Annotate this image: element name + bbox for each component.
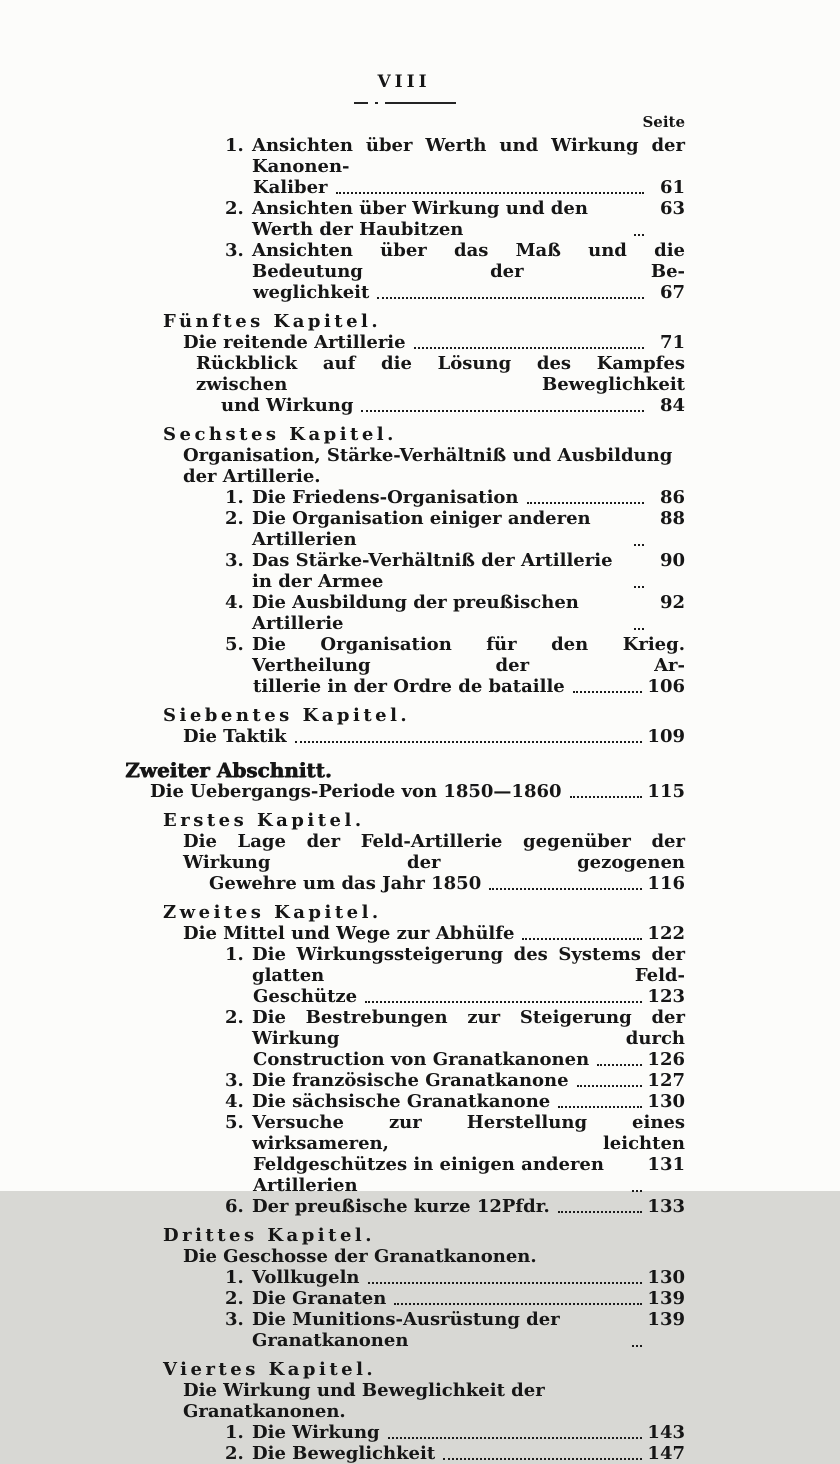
toc-row xyxy=(123,1267,685,1288)
toc-entry-text: Die Taktik xyxy=(183,726,287,747)
toc-page-number: 84 xyxy=(659,395,685,416)
toc-entry-text: Die Beweglichkeit xyxy=(252,1443,436,1464)
toc-entry-text: Der preußische kurze 12Pfdr. xyxy=(252,1196,550,1217)
toc-row xyxy=(123,676,685,697)
chapter-heading-row xyxy=(123,705,685,726)
toc-page-number: 122 xyxy=(647,923,685,944)
toc-row xyxy=(123,487,685,508)
dotted-leader xyxy=(558,1211,643,1213)
toc-page-number: 63 xyxy=(659,198,685,219)
dotted-leader xyxy=(558,1106,642,1108)
toc-item-number: 1. xyxy=(225,135,244,156)
toc-page-number: 109 xyxy=(647,726,685,747)
toc-entry-text: Die Organisation für den Krieg. Vertheilung der Ar- xyxy=(252,634,692,676)
dotted-leader xyxy=(443,1458,642,1460)
toc-item-number: 2. xyxy=(225,1288,244,1309)
toc-page-number: 123 xyxy=(647,986,685,1007)
toc-row xyxy=(123,1196,685,1217)
toc-row xyxy=(123,873,685,894)
toc-page-number: 106 xyxy=(647,676,685,697)
dotted-leader xyxy=(336,192,644,194)
toc-row xyxy=(123,177,685,198)
toc-entry-text: Die Bestrebungen zur Steigerung der Wirkung durch xyxy=(252,1007,692,1049)
page-column-header: Seite xyxy=(642,113,685,131)
toc-row xyxy=(123,508,685,550)
toc-row xyxy=(123,1246,685,1267)
toc-page-number: 131 xyxy=(647,1154,685,1175)
toc-item-number: 2. xyxy=(225,1443,244,1464)
toc-entry-text: Die Wirkung xyxy=(252,1422,380,1443)
toc-page-number: 127 xyxy=(647,1070,685,1091)
toc-item-number: 6. xyxy=(225,1196,244,1217)
toc-row xyxy=(123,1309,685,1351)
toc-item-number: 3. xyxy=(225,1309,244,1330)
toc-page-number: 147 xyxy=(647,1443,685,1464)
dotted-leader xyxy=(527,502,644,504)
dotted-leader xyxy=(368,1282,643,1284)
toc-entry-text: Das Stärke-Verhältniß der Artillerie in der Armee xyxy=(252,550,619,592)
toc-entry-text: Die Friedens-Organisation xyxy=(252,487,519,508)
toc-row xyxy=(123,1422,685,1443)
toc-page-number: 133 xyxy=(647,1196,685,1217)
toc-page-number: 61 xyxy=(659,177,685,198)
toc-entry-text: Die Organisation einiger anderen Artillerien xyxy=(252,508,597,550)
toc-row xyxy=(123,634,692,676)
toc-entry-text: Die Uebergangs-Periode von 1850—1860 xyxy=(150,781,562,802)
folio-rule xyxy=(354,102,456,104)
dotted-leader xyxy=(634,628,644,630)
toc-entry-text: Erstes Kapitel. xyxy=(163,810,365,831)
toc-item-number: 3. xyxy=(225,1070,244,1091)
toc-row xyxy=(123,726,685,747)
dotted-leader xyxy=(632,1190,642,1192)
toc-item-number: 1. xyxy=(225,1267,244,1288)
toc-item-number: 2. xyxy=(225,198,244,219)
toc-row xyxy=(123,353,692,395)
toc-page-number: 67 xyxy=(659,282,685,303)
toc-entry-text: Die Lage der Feld-Artillerie gegenüber der Wirkung der gezogenen xyxy=(183,831,692,873)
toc-entry-text: Ansichten über Wirkung und den Werth der Haubitzen xyxy=(252,198,595,240)
dotted-leader xyxy=(295,741,643,743)
toc-entry-text: Ansichten über das Maß und die Bedeutung der Be- xyxy=(252,240,692,282)
dotted-leader xyxy=(522,938,642,940)
table-of-contents xyxy=(123,113,692,1464)
toc-row xyxy=(123,592,685,634)
toc-item-number: 4. xyxy=(225,1091,244,1112)
toc-row xyxy=(123,1443,685,1464)
toc-entry-text: Siebentes Kapitel. xyxy=(163,705,411,726)
toc-entry-text: Construction von Granatkanonen xyxy=(253,1049,590,1070)
toc-entry-text: Die Granaten xyxy=(252,1288,387,1309)
dotted-leader xyxy=(361,410,644,412)
toc-page-number: 130 xyxy=(647,1091,685,1112)
toc-page-number: 115 xyxy=(647,781,685,802)
dotted-leader xyxy=(573,691,643,693)
toc-item-number: 4. xyxy=(225,592,244,613)
toc-entry-text: Die Geschosse der Granatkanonen. xyxy=(183,1246,537,1267)
toc-page-number: 90 xyxy=(659,550,685,571)
section-heading-row xyxy=(123,760,685,781)
dotted-leader xyxy=(634,234,644,236)
toc-row xyxy=(123,240,692,282)
toc-row xyxy=(123,1154,685,1196)
toc-page-number: 139 xyxy=(647,1288,685,1309)
toc-row xyxy=(123,831,692,873)
toc-entry-text: Die sächsische Granatkanone xyxy=(252,1091,551,1112)
toc-entry-text: Die Wirkung und Beweglichkeit der Granatkanonen. xyxy=(183,1380,551,1422)
toc-entry-text: Feldgeschützes in einigen anderen Artillerien xyxy=(253,1154,611,1196)
dotted-leader xyxy=(634,586,644,588)
toc-row xyxy=(123,135,692,177)
toc-entry-text: und Wirkung xyxy=(221,395,354,416)
toc-entry-text: Organisation, Stärke-Verhältniß und Ausbildung der Artillerie. xyxy=(183,445,679,487)
toc-row xyxy=(123,395,685,416)
toc-row xyxy=(123,944,692,986)
toc-entry-text: Ansichten über Werth und Wirkung der Kanonen- xyxy=(252,135,692,177)
dotted-leader xyxy=(394,1303,642,1305)
toc-entry-text: Die Mittel und Wege zur Abhülfe xyxy=(183,923,515,944)
chapter-heading-row xyxy=(123,1359,685,1380)
toc-row xyxy=(123,1007,692,1049)
toc-row xyxy=(123,1091,685,1112)
toc-row xyxy=(123,1112,692,1154)
toc-item-number: 1. xyxy=(225,487,244,508)
toc-entry-text: Die reitende Artillerie xyxy=(183,332,406,353)
dotted-leader xyxy=(377,297,644,299)
chapter-heading-row xyxy=(123,311,685,332)
toc-item-number: 2. xyxy=(225,1007,244,1028)
toc-item-number: 5. xyxy=(225,634,244,655)
toc-row xyxy=(123,986,685,1007)
chapter-heading-row xyxy=(123,902,685,923)
toc-entry-text: Versuche zur Herstellung eines wirksameren, leichten xyxy=(252,1112,692,1154)
toc-entry-text: Die Wirkungssteigerung des Systems der glatten Feld- xyxy=(252,944,692,986)
toc-row xyxy=(123,1049,685,1070)
toc-item-number: 3. xyxy=(225,240,244,261)
toc-entry-text: Die französische Granatkanone xyxy=(252,1070,569,1091)
toc-entry-text: Drittes Kapitel. xyxy=(163,1225,376,1246)
toc-list xyxy=(123,135,692,1464)
dotted-leader xyxy=(489,888,642,890)
toc-entry-text: tillerie in der Ordre de bataille xyxy=(253,676,565,697)
toc-page-number: 86 xyxy=(659,487,685,508)
toc-entry-text: Gewehre um das Jahr 1850 xyxy=(209,873,482,894)
toc-row xyxy=(123,445,685,487)
dotted-leader xyxy=(388,1437,643,1439)
toc-entry-text: Fünftes Kapitel. xyxy=(163,311,382,332)
dotted-leader xyxy=(632,1345,642,1347)
toc-page-number: 126 xyxy=(647,1049,685,1070)
toc-row xyxy=(123,198,685,240)
toc-entry-text: Zweiter Abschnitt. xyxy=(125,758,332,782)
toc-entry-text: Kaliber xyxy=(253,177,328,198)
toc-item-number: 3. xyxy=(225,550,244,571)
dotted-leader xyxy=(597,1064,642,1066)
dotted-leader xyxy=(414,347,644,349)
toc-page-number: 92 xyxy=(659,592,685,613)
toc-page-number: 139 xyxy=(647,1309,685,1330)
toc-row xyxy=(123,550,685,592)
toc-entry-text: Sechstes Kapitel. xyxy=(163,424,397,445)
toc-entry-text: Die Munitions-Ausrüstung der Granatkanonen xyxy=(252,1309,566,1351)
toc-entry-text: Vollkugeln xyxy=(252,1267,360,1288)
toc-entry-text: Rückblick auf die Lösung des Kampfes zwischen Beweglichkeit xyxy=(196,353,692,395)
toc-row xyxy=(123,1380,685,1422)
toc-row xyxy=(123,1288,685,1309)
toc-row xyxy=(123,1070,685,1091)
toc-entry-text: Viertes Kapitel. xyxy=(163,1359,377,1380)
dotted-leader xyxy=(634,544,644,546)
toc-row xyxy=(123,923,685,944)
toc-item-number: 2. xyxy=(225,508,244,529)
chapter-heading-row xyxy=(123,424,685,445)
page-folio: VIII xyxy=(377,72,431,92)
toc-row xyxy=(123,282,685,303)
chapter-heading-row xyxy=(123,1225,685,1246)
toc-entry-text: weglichkeit xyxy=(253,282,370,303)
dotted-leader xyxy=(577,1085,643,1087)
toc-page-number: 88 xyxy=(659,508,685,529)
dotted-leader xyxy=(365,1001,642,1003)
toc-entry-text: Geschütze xyxy=(253,986,358,1007)
toc-page-number: 130 xyxy=(647,1267,685,1288)
toc-page-number: 71 xyxy=(659,332,685,353)
toc-row xyxy=(123,332,685,353)
toc-item-number: 5. xyxy=(225,1112,244,1133)
toc-item-number: 1. xyxy=(225,944,244,965)
toc-row xyxy=(123,781,685,802)
toc-page-number: 143 xyxy=(647,1422,685,1443)
toc-page-number: 116 xyxy=(647,873,685,894)
toc-entry-text: Zweites Kapitel. xyxy=(163,902,382,923)
toc-item-number: 1. xyxy=(225,1422,244,1443)
chapter-heading-row xyxy=(123,810,685,831)
dotted-leader xyxy=(570,796,643,798)
toc-entry-text: Die Ausbildung der preußischen Artillerie xyxy=(252,592,586,634)
